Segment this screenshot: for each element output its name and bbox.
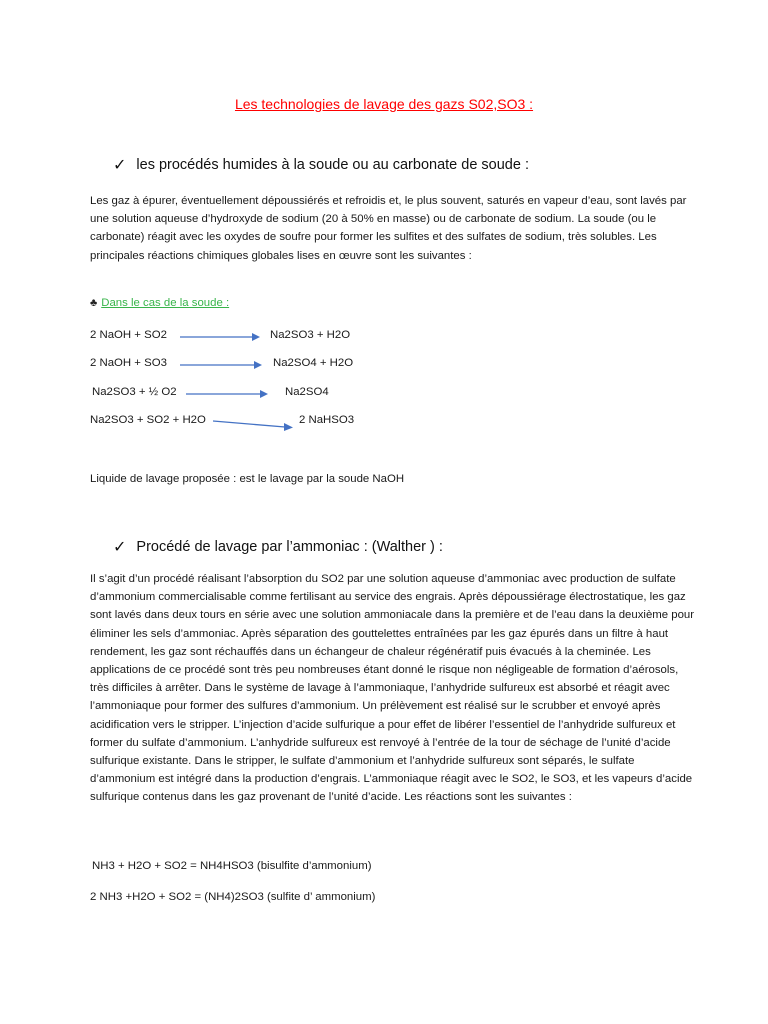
section-heading-label: les procédés humides à la soude ou au carbonate de soude :	[136, 157, 529, 173]
reaction-right: 2 NaHSO3	[299, 414, 355, 426]
paragraph-soude: Les gaz à épurer, éventuellement dépoussiérés et refroidis et, le plus souvent, saturés en vapeur d’eau, sont lavés par une solution aqueuse d’hydroxyde de sodium (20 à 50% en masse) ou de carbonate de sodium. La soude (ou le carbonate) réagit avec les oxydes de soufre pour former les sulfites et des sulfates de sodium, très solubles. Les principales réactions chimiques globales lises en œuvre sont les suivantes :	[90, 195, 687, 262]
reaction-arrow	[213, 420, 293, 434]
reaction-left: Na2SO3 + ½ O2	[92, 386, 177, 398]
reaction-arrow	[180, 330, 260, 344]
check-mark-icon: ✓	[113, 157, 127, 174]
check-mark-icon: ✓	[113, 539, 127, 556]
reaction-right: Na2SO4 + H2O	[273, 357, 354, 369]
page-title: Les technologies de lavage des gazs S02,SO3 :	[234, 96, 534, 112]
reaction-left: 2 NaOH + SO3	[90, 357, 167, 369]
club-icon: ♣	[90, 297, 98, 309]
reaction-line: NH3 + H2O + SO2 = NH4HSO3 (bisulfite d’ammonium)	[92, 860, 372, 872]
reaction-left: 2 NaOH + SO2	[90, 329, 167, 341]
reaction-right: Na2SO3 + H2O	[270, 329, 351, 341]
section-heading-soude	[113, 155, 529, 175]
paragraph-ammoniac: Il s’agit d’un procédé réalisant l’absorption du SO2 par une solution aqueuse d’ammoniac avec production de sulfate d’ammonium commercialisable comme fertilisant au service des engrais. Après dépoussiérage électrostatique, les gaz sont lavés dans deux tours en série avec une solution ammoniacale dans la première et de l’eau dans la deuxième pour éliminer les sels d’ammoniac. Après séparation des gouttelettes entraînées par les gaz épurés dans un filtre à haut rendement, les gaz sont réchauffés dans un échangeur de chaleur régénératif puis évacués à la cheminée. Les applications de ce procédé sont très peu nombreuses étant donné le risque non négligeable de formation d’aérosols, très difficiles à arrêter. Dans le système de lavage à l’ammoniaque, l’anhydride sulfureux est absorbé et réagit avec l’ammoniaque pour former des sulfures d’ammonium. Un prélèvement est réalisé sur le scrubber et envoyé après acidification vers le stripper. L’injection d’acide sulfurique a pour effet de libérer l’essentiel de l’anhydride sulfureux et former du sulfate d’ammonium. L’anhydride sulfureux est renvoyé à l’entrée de la tour de séchage de l’unité d’acide sulfurique existante. Dans le stripper, le sulfate d’ammonium et l’anhydride sulfureux sont séparés, le sulfate d’ammonium est intégré dans la production d’engrais. L’ammoniaque réagit avec le SO2, le SO3, et les vapeurs d’acide sulfurique contenus dans les gaz provenant de l’unité d’acide. Les réactions sont les suivantes :	[90, 573, 695, 804]
conclusion-line: Liquide de lavage proposée : est le lavage par la soude NaOH	[90, 473, 405, 485]
subheading-soude	[90, 297, 229, 309]
reaction-left: Na2SO3 + SO2 + H2O	[90, 414, 206, 426]
reaction-right: Na2SO4	[285, 386, 329, 398]
subheading-label: Dans le cas de la soude :	[101, 297, 230, 309]
reaction-arrow	[180, 358, 262, 372]
section-heading-label: Procédé de lavage par l’ammoniac : (Walther ) :	[136, 539, 443, 555]
section-heading-ammoniac	[113, 537, 443, 557]
reaction-line: 2 NH3 +H2O + SO2 = (NH4)2SO3 (sulfite d’ ammonium)	[90, 891, 376, 903]
reaction-arrow	[186, 387, 268, 401]
